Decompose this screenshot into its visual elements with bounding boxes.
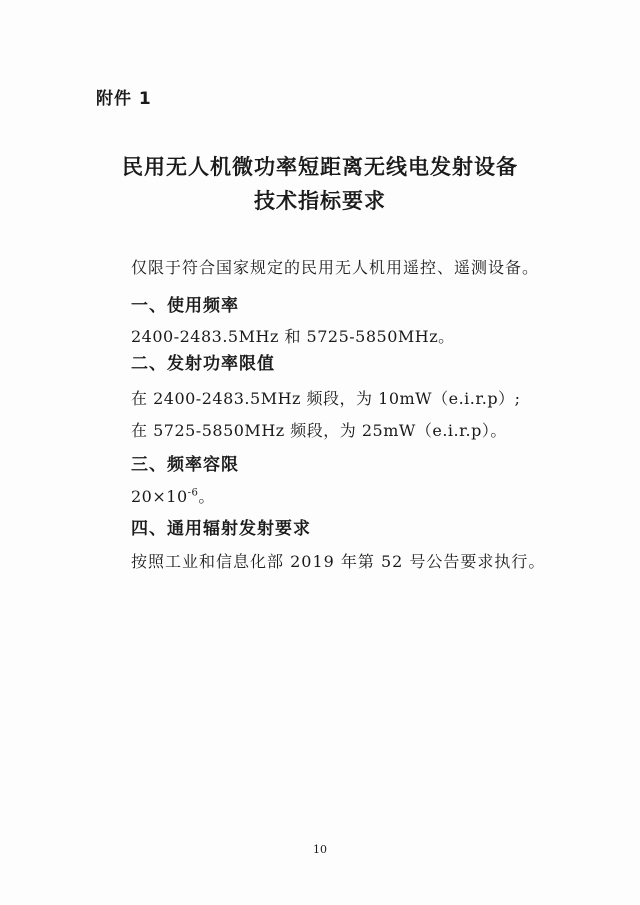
section-heading-frequency: 一、使用频率 [131,296,239,316]
intro-paragraph: 仅限于符合国家规定的民用无人机用遥控、遥测设备。 [131,258,540,277]
tolerance-suffix: 。 [198,487,215,506]
tolerance-exponent: -6 [187,487,199,499]
section-heading-frequency-tolerance: 三、频率容限 [131,455,239,475]
frequency-tolerance-value [131,484,215,507]
section-heading-power-limit: 二、发射功率限值 [131,354,275,374]
document-title-line-2: 技术指标要求 [254,188,386,213]
attachment-label: 附件 1 [96,89,152,109]
power-limit-line-2: 在 5725-5850MHz 频段，为 25mW（e.i.r.p）。 [131,421,507,440]
page-number: 10 [313,843,327,856]
power-limit-line-1: 在 2400-2483.5MHz 频段，为 10mW（e.i.r.p）; [131,389,521,408]
document-title-line-1: 民用无人机微功率短距离无线电发射设备 [122,154,518,179]
section-heading-spurious-emission: 四、通用辐射发射要求 [131,519,311,539]
tolerance-base: 20×10 [131,487,188,506]
frequency-bands-text: 2400-2483.5MHz 和 5725-5850MHz。 [131,327,455,346]
spurious-emission-text: 按照工业和信息化部 2019 年第 52 号公告要求执行。 [131,552,546,571]
